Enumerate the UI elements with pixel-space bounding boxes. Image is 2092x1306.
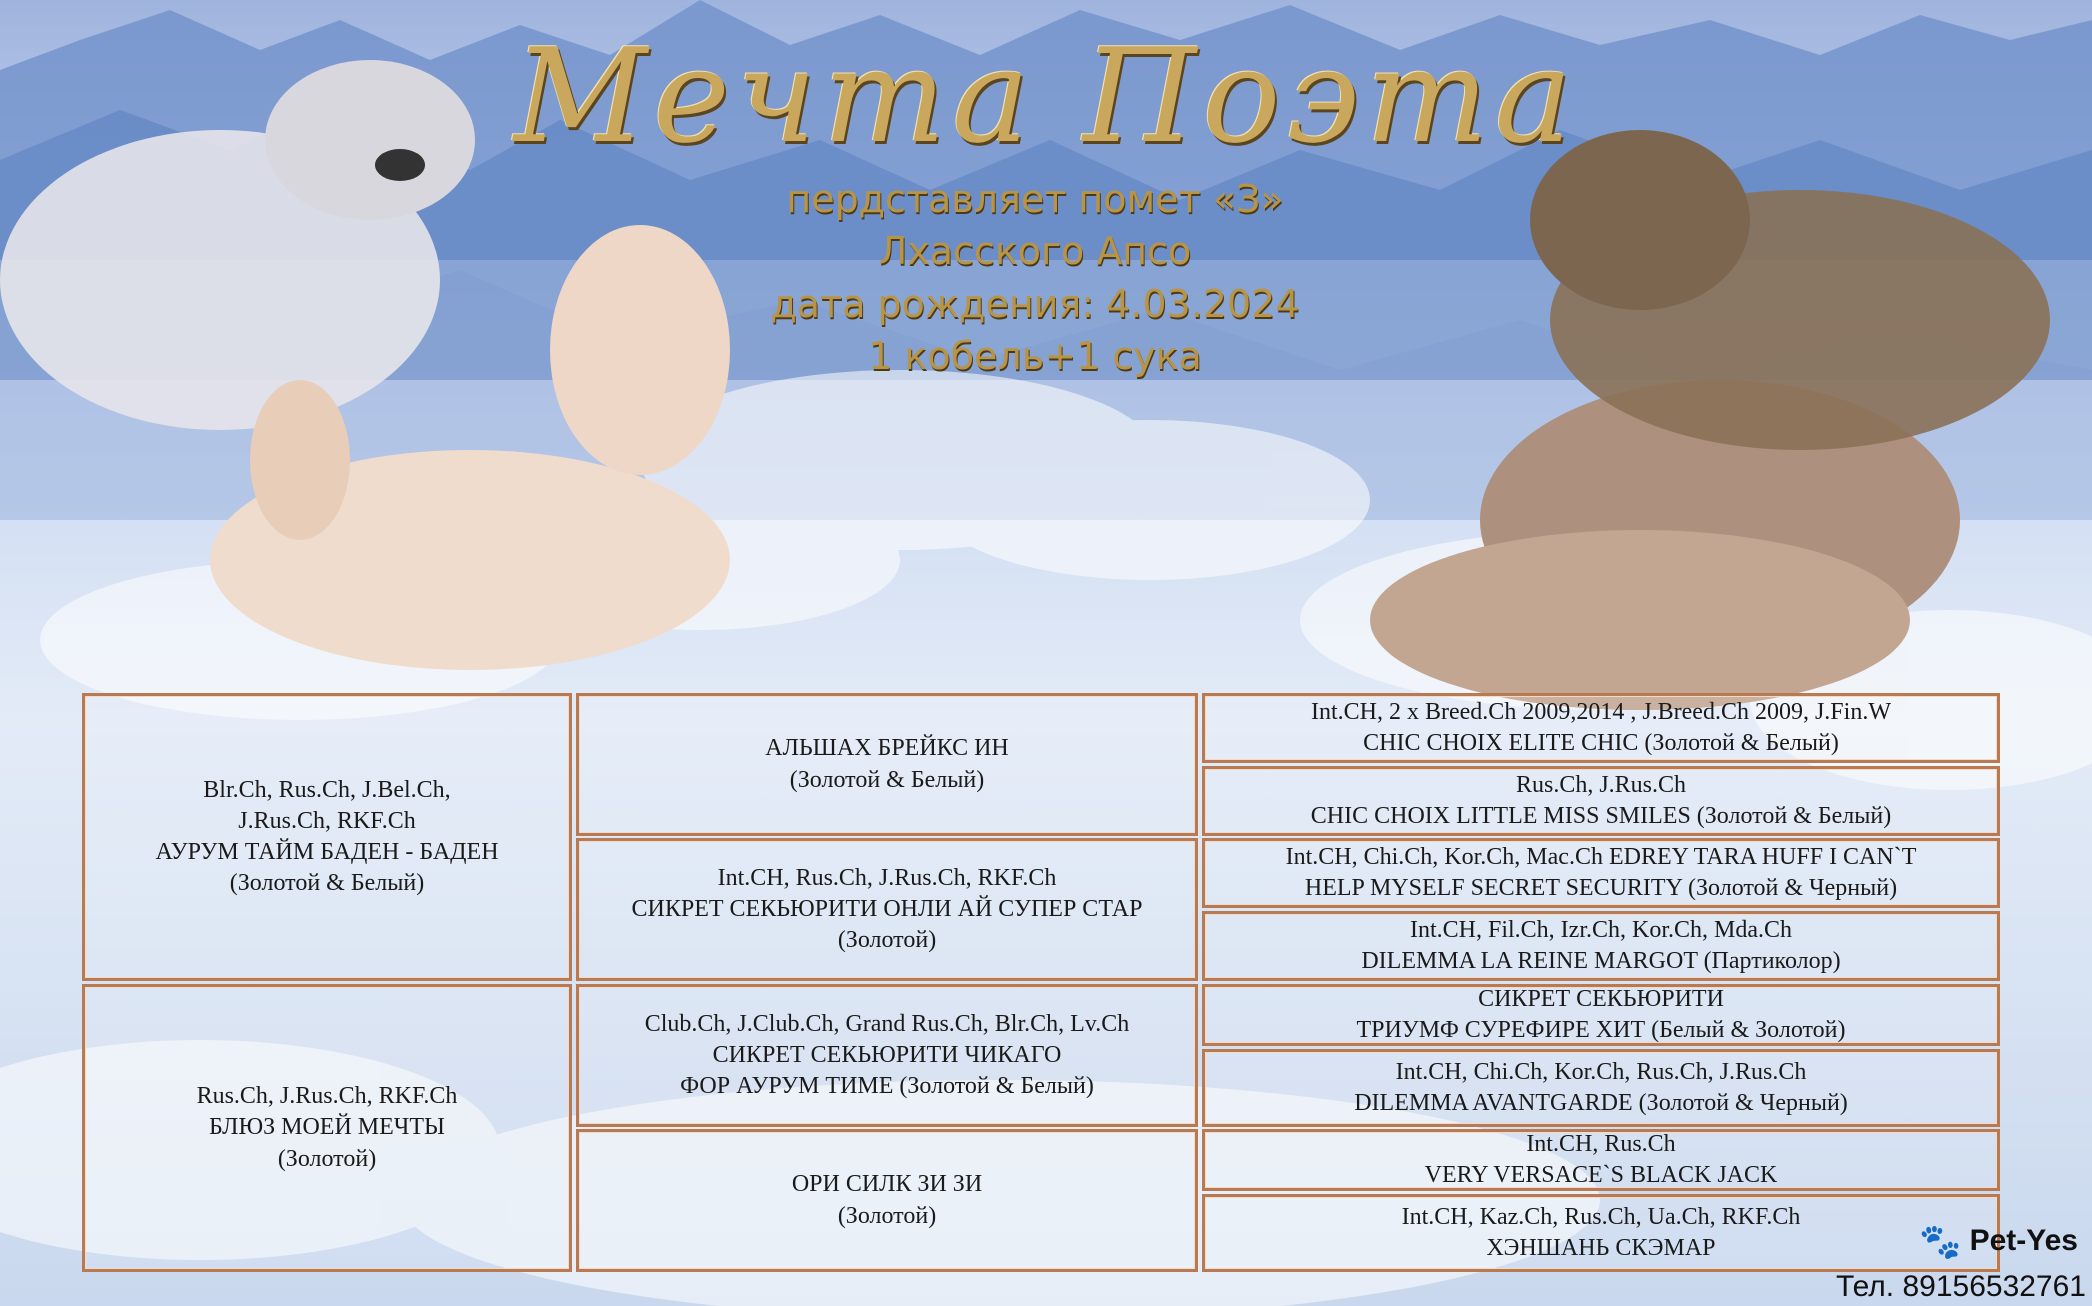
sire-color: (Золотой & Белый) [229, 870, 425, 897]
great-grandparent-name: ХЭНШАНЬ СКЭМАР [1486, 1235, 1716, 1261]
dam-titles: Rus.Ch, J.Rus.Ch, RKF.Ch [196, 1083, 458, 1110]
great-grandparent-name: CHIC CHOIX LITTLE MISS SMILES (Золотой & Белый) [1310, 803, 1892, 829]
dam-color: (Золотой) [277, 1145, 377, 1172]
grandparent-2-cell [576, 838, 1198, 981]
grandparent-1-name: АЛЬШАХ БРЕЙКС ИН [765, 735, 1009, 762]
paw-icon: 🐾 [1919, 1223, 1962, 1261]
sire-titles-2: J.Rus.Ch, RKF.Ch [238, 807, 416, 834]
page-title: Мечта Поэта [513, 20, 1579, 172]
great-grandparent-titles: Rus.Ch, J.Rus.Ch [1515, 771, 1687, 798]
great-grandparent-name: CHIC CHOIX ELITE CHIC (Золотой & Белый) [1363, 730, 1839, 756]
great-grandparent-cell [1202, 1129, 2000, 1191]
dam-name: БЛЮЗ МОЕЙ МЕЧТЫ [208, 1114, 445, 1141]
breed-name: Лхасского Апсо [878, 229, 1192, 273]
great-grandparent-cell [1202, 911, 2000, 981]
grandparent-4-color: (Золотой) [837, 1202, 937, 1229]
great-grandparent-cell [1202, 1049, 2000, 1127]
brand-logo [1919, 1222, 2078, 1262]
great-grandparent-titles: Int.CH, Chi.Ch, Kor.Ch, Rus.Ch, J.Rus.Ch [1395, 1058, 1807, 1085]
grandparent-3-titles: Club.Ch, J.Club.Ch, Grand Rus.Ch, Blr.Ch, Lv.Ch [644, 1010, 1130, 1037]
litter-intro: пердставляет помет «З» [786, 177, 1284, 221]
sire-titles: Blr.Ch, Rus.Ch, J.Bel.Ch, [203, 776, 451, 803]
grandparent-4-cell [576, 1129, 1198, 1272]
sire-name: АУРУМ ТАЙМ БАДЕН - БАДЕН [155, 839, 499, 865]
grandparent-3-cell [576, 984, 1198, 1127]
grandparent-2-name: СИКРЕТ СЕКЬЮРИТИ ОНЛИ АЙ СУПЕР СТАР [631, 895, 1143, 922]
grandparent-1-cell [576, 693, 1198, 836]
grandparent-4-name: ОРИ СИЛК ЗИ ЗИ [791, 1171, 983, 1198]
grandparent-2-color: (Золотой) [837, 927, 937, 954]
great-grandparent-titles: Int.CH, 2 x Breed.Ch 2009,2014 , J.Breed.Ch 2009, J.Fin.W [1311, 698, 1891, 725]
grandparent-3-name: СИКРЕТ СЕКЬЮРИТИ ЧИКАГО [712, 1041, 1062, 1068]
birth-date: дата рождения: 4.03.2024 [770, 282, 1300, 326]
great-grandparent-cell [1202, 1194, 2000, 1272]
great-grandparent-cell [1202, 766, 2000, 836]
great-grandparent-cell [1202, 838, 2000, 908]
grandparent-2-titles: Int.CH, Rus.Ch, J.Rus.Ch, RKF.Ch [717, 864, 1057, 891]
litter-count: 1 кобель+1 сука [868, 334, 1202, 378]
great-grandparent-name: DILEMMA AVANTGARDE (Золотой & Черный) [1354, 1090, 1848, 1116]
great-grandparent-titles: СИКРЕТ СЕКЬЮРИТИ [1478, 985, 1724, 1012]
contact-phone: Тел. 89156532761 [1835, 1270, 2086, 1303]
great-grandparent-name: DILEMMA LA REINE MARGOT (Партиколор) [1361, 948, 1841, 974]
great-grandparent-cell [1202, 693, 2000, 763]
grandparent-1-color: (Золотой & Белый) [789, 766, 985, 793]
sire-cell [82, 693, 572, 981]
great-grandparent-name: ТРИУМФ СУРЕФИРЕ ХИТ (Белый & Золотой) [1356, 1017, 1846, 1043]
great-grandparent-name: HELP MYSELF SECRET SECURITY (Золотой & Черный) [1304, 875, 1898, 901]
dam-cell [82, 984, 572, 1272]
great-grandparent-titles: Int.CH, Fil.Ch, Izr.Ch, Kor.Ch, Mda.Ch [1409, 916, 1793, 943]
great-grandparent-name: VERY VERSACE`S BLACK JACK [1424, 1162, 1778, 1188]
great-grandparent-cell [1202, 984, 2000, 1046]
great-grandparent-titles: Int.CH, Rus.Ch [1526, 1130, 1676, 1157]
great-grandparent-titles: Int.CH, Kaz.Ch, Rus.Ch, Ua.Ch, RKF.Ch [1401, 1203, 1801, 1230]
grandparent-3-name-2: ФОР АУРУМ ТИМЕ (Золотой & Белый) [680, 1073, 1094, 1100]
great-grandparent-titles: Int.CH, Chi.Ch, Kor.Ch, Mac.Ch EDREY TARA HUFF I CAN`T [1285, 843, 1917, 870]
brand-name: Pet-Yes [1969, 1223, 2078, 1257]
